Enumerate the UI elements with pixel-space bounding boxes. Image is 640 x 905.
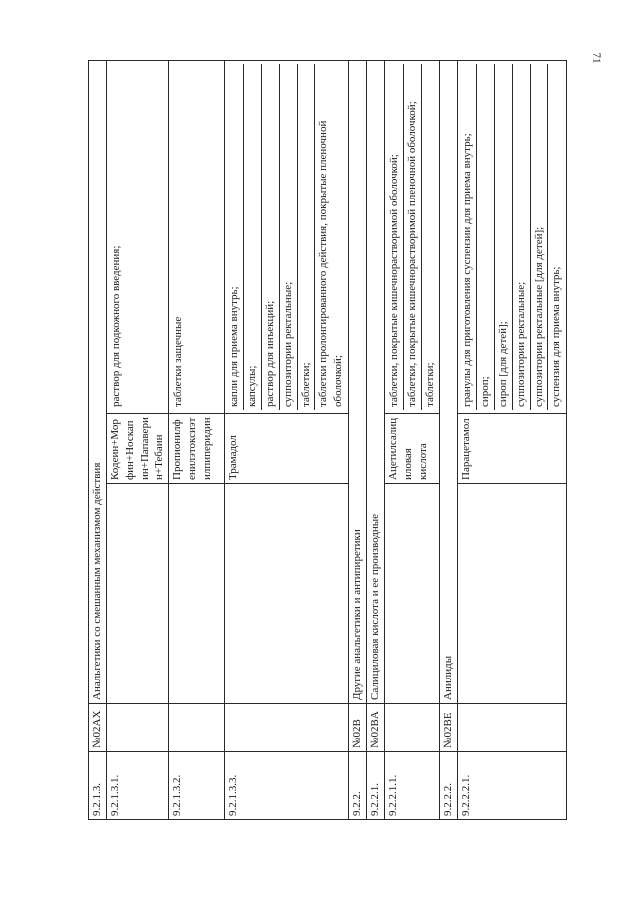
row-atc — [169, 704, 225, 752]
form-item: таблетки, покрытые кишечнорастворимой оболочкой; — [386, 64, 404, 410]
form-item: таблетки; — [298, 64, 316, 410]
form-item: таблетки, покрытые кишечнорастворимой пленочной оболочкой; — [404, 64, 422, 410]
row-group: Анальгетики со смешанным механизмом действия — [89, 61, 107, 704]
row-atc: №02BA — [366, 704, 384, 752]
row-drug: Трамадол — [225, 414, 349, 484]
row-group: Другие анальгетики и антипиретики — [349, 61, 367, 704]
row-atc: №02B — [349, 704, 367, 752]
form-item: капсулы; — [244, 64, 262, 410]
row-code: 9.2.1.3.2. — [169, 752, 225, 820]
row-code: 9.2.2.2.1. — [458, 752, 567, 820]
table-row — [366, 61, 384, 820]
form-item: таблетки пролонгированного действия, покрытые пленочной оболочкой; — [317, 120, 345, 407]
medicines-table — [88, 60, 567, 820]
row-forms — [106, 61, 168, 414]
row-group — [458, 484, 567, 704]
row-code: 9.2.1.3.1. — [106, 752, 168, 820]
form-item: суппозитории ректальные; — [513, 64, 531, 410]
row-code: 9.2.2.2. — [440, 752, 458, 820]
form-item: сироп; — [477, 64, 495, 410]
row-atc — [225, 704, 349, 752]
row-atc: №02AX — [89, 704, 107, 752]
row-atc: №02BE — [440, 704, 458, 752]
row-drug: Кодеин+Морфин+Носкапин+Папаверин+Тебаин — [106, 414, 168, 484]
form-item: капли для приема внутрь; — [226, 64, 244, 410]
form-item: таблетки защечные — [172, 316, 185, 407]
row-group: Салициловая кислота и ее производные — [366, 61, 384, 704]
row-code: 9.2.1.3. — [89, 752, 107, 820]
row-forms — [225, 61, 349, 414]
table-row — [458, 61, 567, 820]
row-atc — [458, 704, 567, 752]
table-row — [106, 61, 168, 820]
row-group: Анилиды — [440, 61, 458, 704]
row-drug: Парацетамол — [458, 414, 567, 484]
row-group — [384, 484, 440, 704]
table-row — [169, 61, 225, 820]
form-item: суспензия для приема внутрь; — [550, 266, 563, 407]
row-group — [169, 484, 225, 704]
row-forms — [458, 61, 567, 414]
table-row — [440, 61, 458, 820]
form-item: суппозитории ректальные; — [280, 64, 298, 410]
row-group — [106, 484, 168, 704]
row-code: 9.2.1.3.3. — [225, 752, 349, 820]
row-atc — [106, 704, 168, 752]
row-group — [225, 484, 349, 704]
form-item: раствор для подкожного введения; — [109, 245, 122, 407]
rotated-table-container — [88, 60, 561, 820]
row-drug: Пропионилфенилэтоксиэтилпиперидин — [169, 414, 225, 484]
row-code: 9.2.2.1.1. — [384, 752, 440, 820]
row-forms — [169, 61, 225, 414]
row-code: 9.2.2. — [349, 752, 367, 820]
form-item: суппозитории ректальные [для детей]; — [531, 64, 549, 410]
form-item: раствор для инъекций; — [262, 64, 280, 410]
row-atc — [384, 704, 440, 752]
table-row — [225, 61, 349, 820]
page-number: 71 — [590, 52, 603, 64]
table-row — [349, 61, 367, 820]
row-code: 9.2.2.1. — [366, 752, 384, 820]
row-forms — [384, 61, 440, 414]
row-drug: Ацетилсалициловая кислота — [384, 414, 440, 484]
table-row — [89, 61, 107, 820]
form-item: гранулы для приготовления суспензии для приема внутрь; — [459, 64, 477, 410]
table-row — [384, 61, 440, 820]
form-item: сироп [для детей]; — [495, 64, 513, 410]
form-item: таблетки; — [423, 362, 436, 407]
